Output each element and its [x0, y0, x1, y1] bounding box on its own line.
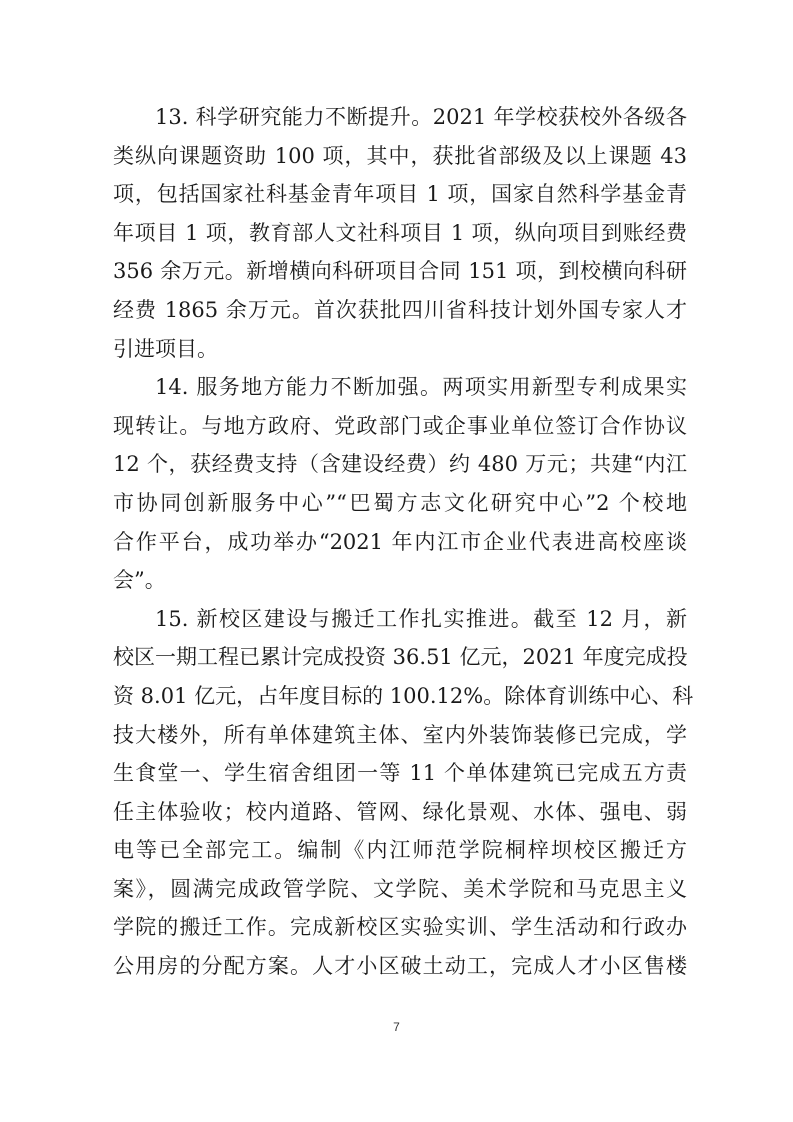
text-line: 项，包括国家社科基金青年项目 1 项，国家自然科学基金青	[113, 182, 687, 207]
text-line: 经费 1865 余万元。首次获批四川省科技计划外国专家人才	[113, 297, 687, 322]
text-line: 资 8.01 亿元，占年度目标的 100.12%。除体育训练中心、科	[113, 683, 694, 708]
paragraph-p14	[113, 368, 687, 600]
text-line: 生食堂一、学生宿舍组团一等 11 个单体建筑已完成五方责	[113, 761, 687, 786]
text-line: 现转让。与地方政府、党政部门或企事业单位签订合作协议	[113, 413, 687, 438]
text-line: 技大楼外，所有单体建筑主体、室内外装饰装修已完成，学	[113, 722, 687, 747]
paragraph-p13	[113, 98, 687, 368]
text-line: 市协同创新服务中心”“巴蜀方志文化研究中心”2 个校地	[113, 490, 687, 515]
text-line: 学院的搬迁工作。完成新校区实验实训、学生活动和行政办	[113, 915, 687, 940]
text-line: 合作平台，成功举办“2021 年内江市企业代表进高校座谈	[113, 529, 687, 554]
text-line: 案》，圆满完成政管学院、文学院、美术学院和马克思主义	[113, 876, 687, 901]
page-number: 7	[393, 1020, 400, 1034]
text-line: 年项目 1 项，教育部人文社科项目 1 项，纵向项目到账经费	[113, 220, 687, 245]
text-line: 12 个，获经费支持（含建设经费）约 480 万元；共建“内江	[113, 452, 687, 477]
text-line: 电等已全部完工。编制《内江师范学院桐梓坝校区搬迁方	[113, 838, 687, 863]
text-line: 356 余万元。新增横向科研项目合同 151 项，到校横向科研	[113, 259, 687, 284]
body-text	[113, 98, 694, 986]
text-line: 会”。	[113, 568, 166, 593]
text-line: 公用房的分配方案。人才小区破土动工，完成人才小区售楼	[113, 954, 687, 979]
text-line: 13. 科学研究能力不断提升。2021 年学校获校外各级各	[155, 105, 687, 129]
text-line: 15. 新校区建设与搬迁工作扎实推进。截至 12 月，新	[155, 606, 687, 631]
text-line: 校区一期工程已累计完成投资 36.51 亿元，2021 年度完成投	[113, 645, 688, 670]
text-line: 引进项目。	[113, 336, 218, 361]
paragraph-p15	[113, 600, 694, 986]
text-line: 类纵向课题资助 100 项，其中，获批省部级及以上课题 43	[113, 143, 687, 168]
text-line: 任主体验收；校内道路、管网、绿化景观、水体、强电、弱	[113, 799, 687, 824]
text-line: 14. 服务地方能力不断加强。两项实用新型专利成果实	[155, 375, 687, 400]
